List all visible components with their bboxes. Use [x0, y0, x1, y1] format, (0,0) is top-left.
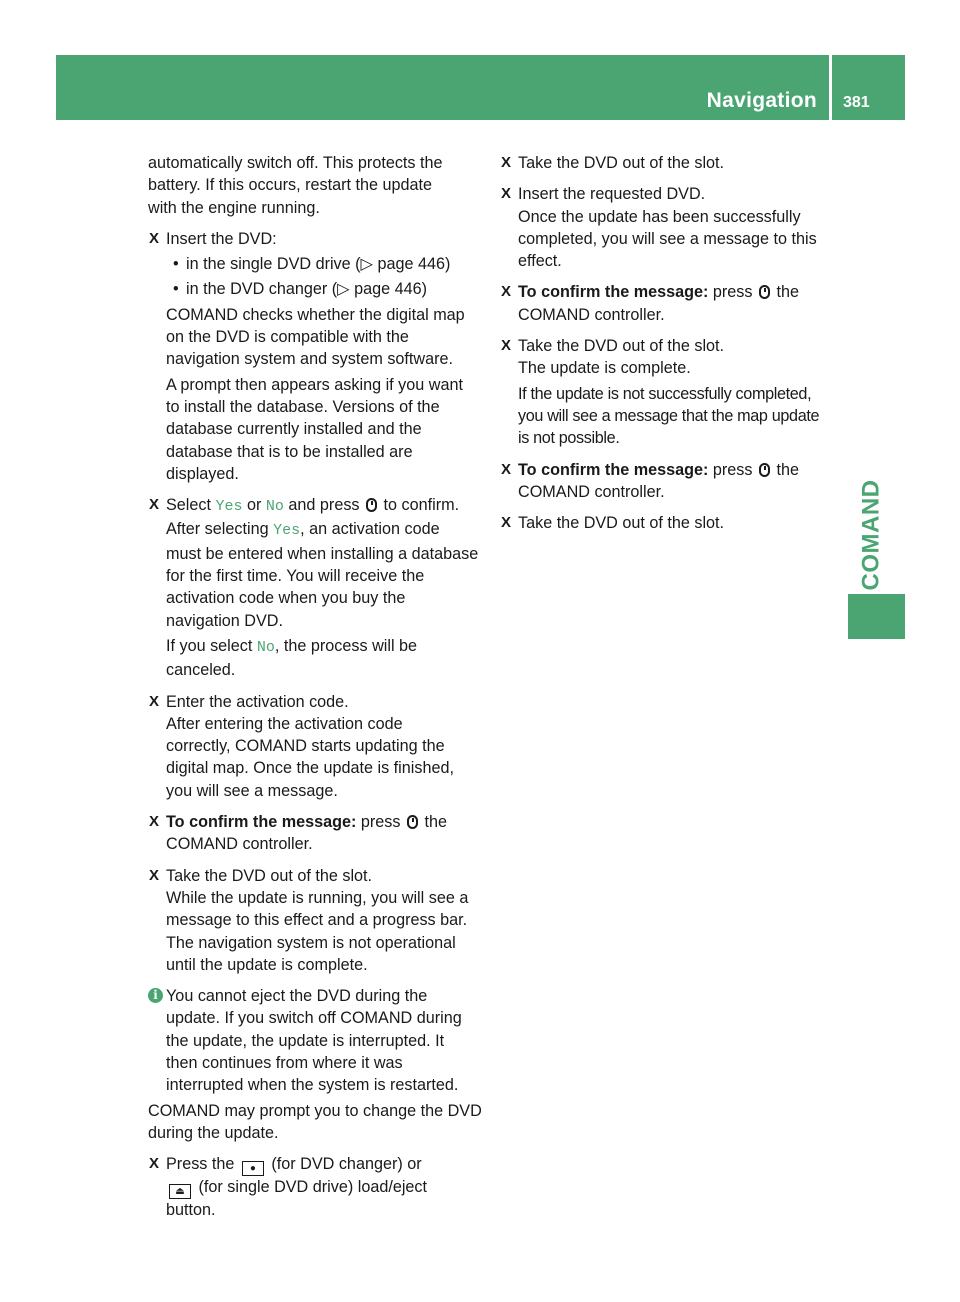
select-no-note: If you select No, the process will be canceled.: [166, 636, 418, 680]
page-ref-icon: ▷: [360, 255, 373, 274]
header-separator: [829, 55, 832, 120]
info-icon: i: [148, 988, 163, 1003]
step-insert-requested-dvd: X Insert the requested DVD. Once the update has been successfully completed, you will see a message to this effect.: [501, 185, 817, 271]
step-take-dvd-out: X Take the DVD out of the slot. The update is complete. If the update is not successfully completed, you will see a message that the map update is not possible.: [500, 335, 840, 449]
step-arrow-icon: X: [149, 496, 160, 514]
eject-icon: ⏏: [169, 1184, 191, 1199]
display-no: No: [265, 498, 284, 516]
step-arrow-icon: X: [149, 229, 160, 247]
side-tab: [846, 480, 896, 590]
left-column: [148, 152, 484, 1230]
update-failed-note: If the update is not successfully completed, you will see a message that the map update is not possible.: [518, 384, 820, 448]
step-enter-code: X Enter the activation code. After entering the activation code correctly, COMAND starts updating the digital map. Once the update is finished, you will see a message.: [149, 692, 454, 800]
controller-press-icon: [407, 815, 418, 829]
prompt-explanation: A prompt then appears asking if you want to install the database. Versions of the database currently installed and the database that is to be installed are displayed.: [166, 375, 463, 483]
page-ref-link[interactable]: page 446): [377, 255, 451, 274]
step-arrow-icon: X: [501, 185, 512, 203]
controller-press-icon: [366, 498, 377, 512]
step-arrow-icon: X: [501, 154, 512, 171]
controller-press-icon: [759, 285, 770, 299]
step-confirm-message: X To confirm the message: press the COMAND controller.: [501, 460, 800, 501]
step-arrow-icon: X: [501, 514, 512, 532]
step-arrow-icon: X: [149, 1155, 160, 1173]
insert-explanation: COMAND checks whether the digital map on the DVD is compatible with the navigation system and system software.: [166, 305, 465, 369]
section-title: Navigation: [706, 89, 817, 112]
step-confirm-message: X To confirm the message: press the COMAND controller.: [149, 813, 448, 854]
display-no: No: [256, 638, 275, 656]
step-arrow-icon: X: [501, 283, 512, 301]
step-select-yes-no: X Select Yes or No and press to confirm. After selecting Yes, an activation code must be entered when installing a database for the first time. You will receive the activation code when you buy the navigation DVD. If you select No, the process will be canceled.: [148, 494, 484, 681]
controller-press-icon: [759, 463, 770, 477]
step-press-load-eject: X Press the ● (for DVD changer) or ⏏ (for single DVD drive) load/eject button.: [149, 1155, 428, 1220]
page-number: 381: [843, 94, 870, 111]
step-take-dvd-out: X Take the DVD out of the slot.: [500, 152, 840, 174]
step-arrow-icon: X: [149, 813, 160, 831]
step-arrow-icon: X: [501, 337, 512, 355]
info-note: i You cannot eject the DVD during the update. If you switch off COMAND during the update, the update is interrupted. It then continues from where it was interrupted when the system is restarted.: [148, 985, 484, 1096]
step-confirm-message: X To confirm the message: press the COMAND controller.: [501, 283, 800, 324]
side-tab-label: COMAND: [857, 479, 884, 591]
display-yes: Yes: [215, 498, 243, 516]
page-ref-link[interactable]: page 446): [354, 280, 428, 299]
changer-eject-icon: ●: [242, 1161, 264, 1176]
step-take-dvd-out: X Take the DVD out of the slot.: [500, 512, 840, 534]
right-column: [500, 152, 840, 543]
side-tab-block: [848, 594, 905, 639]
bullet-dvd-changer: • in the DVD changer (▷ page 446): [166, 278, 484, 300]
step-arrow-icon: X: [149, 692, 160, 710]
bullet-icon: •: [173, 255, 179, 274]
intro-paragraph: automatically switch off. This protects the battery. If this occurs, restart the update with the engine running.: [148, 154, 443, 217]
bullet-icon: •: [173, 280, 179, 299]
step-arrow-icon: X: [501, 460, 512, 478]
page-ref-icon: ▷: [337, 280, 350, 299]
bullet-single-drive: • in the single DVD drive (▷ page 446): [166, 253, 484, 275]
step-arrow-icon: X: [149, 866, 160, 884]
display-yes: Yes: [273, 522, 301, 540]
change-dvd-paragraph: COMAND may prompt you to change the DVD during the update.: [148, 1101, 482, 1142]
step-insert-dvd: X Insert the DVD: • in the single DVD drive (▷ page 446) • in the DVD changer (▷ page 446) COMAND checks whether the digital map on the DVD is compatible with the navigation system and system software. A prompt then appears asking if you want to install the database. Versions of the database currently installed and the database that is to be installed are displayed.: [148, 228, 484, 485]
step-take-dvd-out: X Take the DVD out of the slot. While the update is running, you will see a message to this effect and a progress bar. The navigation system is not operational until the update is complete.: [149, 866, 469, 974]
